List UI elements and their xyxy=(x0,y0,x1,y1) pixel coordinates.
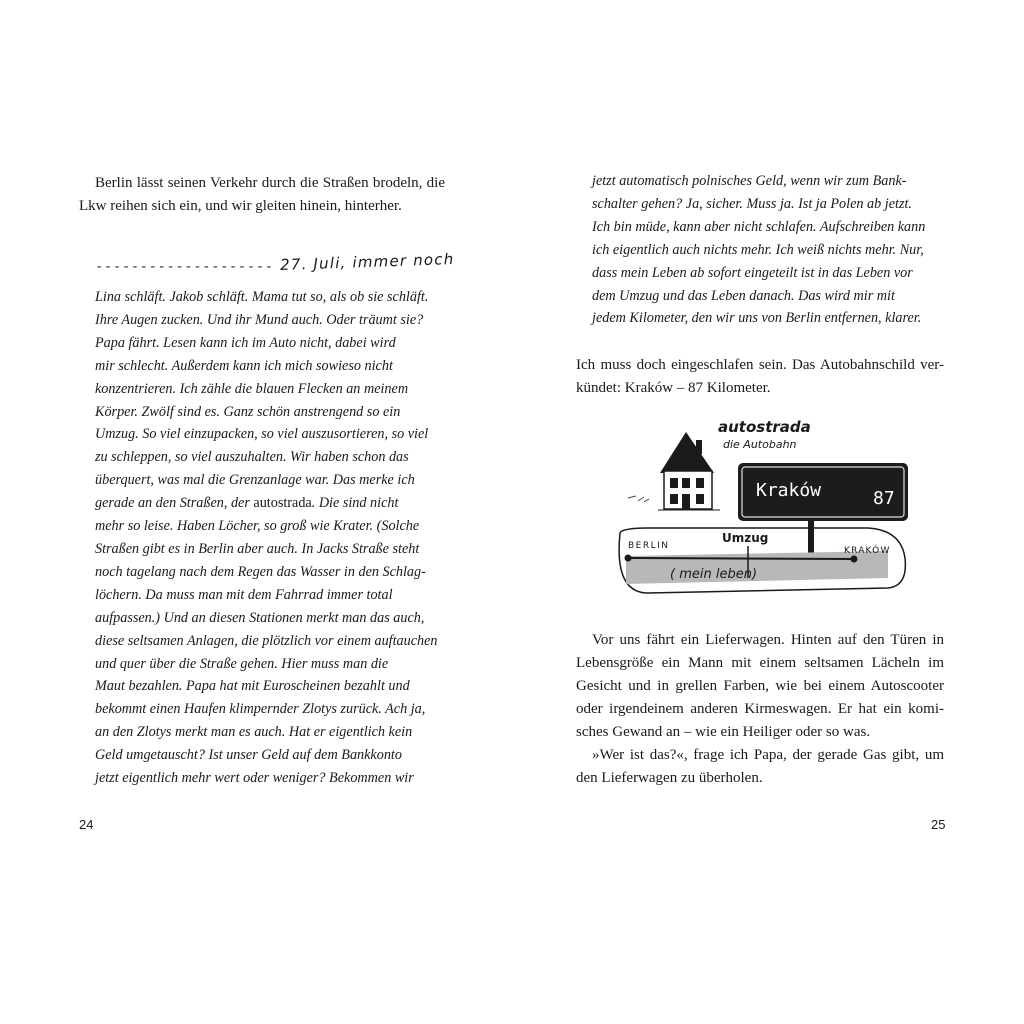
grass-scribble xyxy=(628,496,649,502)
diary-line: Körper. Zwölf sind es. Ganz schön anstrengend so ein xyxy=(95,403,401,420)
diary-line: aufpassen.) Und an diesen Stationen merkt man das auch, xyxy=(95,609,425,626)
diary-entry-left xyxy=(95,286,440,790)
page-number-left: 24 xyxy=(79,817,94,832)
diary-line: Ich bin müde, kann aber nicht schlafen. Aufschreiben kann xyxy=(592,218,926,235)
diary-line: dass mein Leben ab sofort eingeteilt ist in das Leben vor xyxy=(592,264,913,281)
sign-distance: 87 xyxy=(873,488,895,509)
diary-line: mir schlecht. Außerdem kann ich mich sowieso nicht xyxy=(95,357,393,374)
label-bottom: ( mein leben) xyxy=(670,567,758,582)
diary-line: Ihre Augen zucken. Und ihr Mund auch. Oder träumt sie? xyxy=(95,311,424,328)
diary-line: an den Zlotys merkt man es auch. Hat er eigentlich kein xyxy=(95,724,413,741)
label-end: KRAKÓW xyxy=(844,546,891,556)
paragraph-autobahn-sign: Ich muss doch eingeschlafen sein. Das Autobahnschild ver- kündet: Kraków – 87 Kilometer. xyxy=(576,357,944,396)
date-dashes: -------------------- xyxy=(95,259,274,275)
diary-line: bekommt einen Haufen klimpernder Zlotys zurück. Ach ja, xyxy=(95,701,426,718)
paragraph-dialogue: »Wer ist das?«, frage ich Papa, der gerade Gas gibt, um den Lieferwagen zu überholen. xyxy=(576,747,944,786)
diary-line: Lina schläft. Jakob schläft. Mama tut so, als ob sie schläft. xyxy=(95,289,429,305)
timeline-start-dot xyxy=(625,555,632,562)
diary-line: und quer über die Straße gehen. Hier muss man die xyxy=(95,655,389,672)
diary-line: gerade an den Straßen, der autostrada. Die sind nicht xyxy=(95,495,399,512)
house-icon xyxy=(658,432,720,510)
diary-line: mehr so leise. Haben Löcher, so groß wie Krater. (Solche xyxy=(95,518,420,535)
diary-line: Papa fährt. Lesen kann ich im Auto nicht, dabei wird xyxy=(95,334,396,351)
diary-line: überquert, was mal die Grenzanlage war. Das merke ich xyxy=(95,472,415,489)
diary-line: jetzt automatisch polnisches Geld, wenn wir zum Bank- xyxy=(592,173,907,189)
diary-line: zu schleppen, so viel auszuhalten. Wir haben schon das xyxy=(95,449,409,466)
diary-entry-right xyxy=(592,170,937,330)
timeline-end-dot xyxy=(851,556,858,563)
date-text: 27. Juli, immer noch xyxy=(279,249,455,275)
label-mid: Umzug xyxy=(722,531,769,545)
diary-line: schalter gehen? Ja, sicher. Muss ja. Ist ja Polen ab jetzt. xyxy=(592,195,912,212)
diary-line: dem Umzug und das Leben danach. Das wird mir mit xyxy=(592,287,895,304)
diary-date-heading xyxy=(95,247,455,275)
diary-line: Straßen gibt es in Berlin aber auch. In Jacks Straße steht xyxy=(95,540,420,557)
label-start: BERLIN xyxy=(628,541,670,551)
diary-line: löchern. Da muss man mit dem Fahrrad immer total xyxy=(95,586,393,603)
paragraph-lieferwagen: Vor uns fährt ein Lieferwagen. Hinten auf den Türen in Lebensgröße ein Mann mit einem seltsamen Lächeln im Gesicht und in grellen Farben, wie bei einem Autoscooter oder irgendeinem anderen Kirmeswagen. Er hat ein komi- sches Gewand an – wie ein Heiliger oder so was. xyxy=(576,632,944,740)
autobahn-illustration xyxy=(608,418,913,603)
diary-line: ich eigentlich auch nichts mehr. Ich weiß nichts mehr. Nur, xyxy=(592,241,924,258)
diary-line: konzentrieren. Ich zähle die blauen Flecken an meinem xyxy=(95,380,409,397)
diary-line: diese seltsamen Anlagen, die plötzlich vor einem auftauchen xyxy=(95,632,438,649)
diary-line: Geld umgetauscht? Ist unser Geld auf dem Bankkonto xyxy=(95,747,402,764)
illustration-subtitle: die Autobahn xyxy=(723,438,797,451)
diary-line: noch tagelang nach dem Regen das Wasser in den Schlag- xyxy=(95,563,426,580)
diary-line: Maut bezahlen. Papa hat mit Euroscheinen bezahlt und xyxy=(95,678,410,695)
page-number-right: 25 xyxy=(931,817,946,832)
timeline-line xyxy=(626,558,856,559)
diary-line: jetzt eigentlich mehr wert oder weniger? Bekommen wir xyxy=(95,770,414,787)
diary-line: Umzug. So viel einzupacken, so viel auszusortieren, so viel xyxy=(95,426,429,443)
intro-paragraph: Berlin lässt seinen Verkehr durch die Straßen brodeln, die Lkw reihen sich ein, und wir gleiten hinein, hinterher. xyxy=(79,175,445,214)
diary-line: jedem Kilometer, den wir uns von Berlin entfernen, klarer. xyxy=(592,310,922,327)
illustration-title: autostrada xyxy=(718,418,811,436)
sign-city: Kraków xyxy=(756,480,822,501)
